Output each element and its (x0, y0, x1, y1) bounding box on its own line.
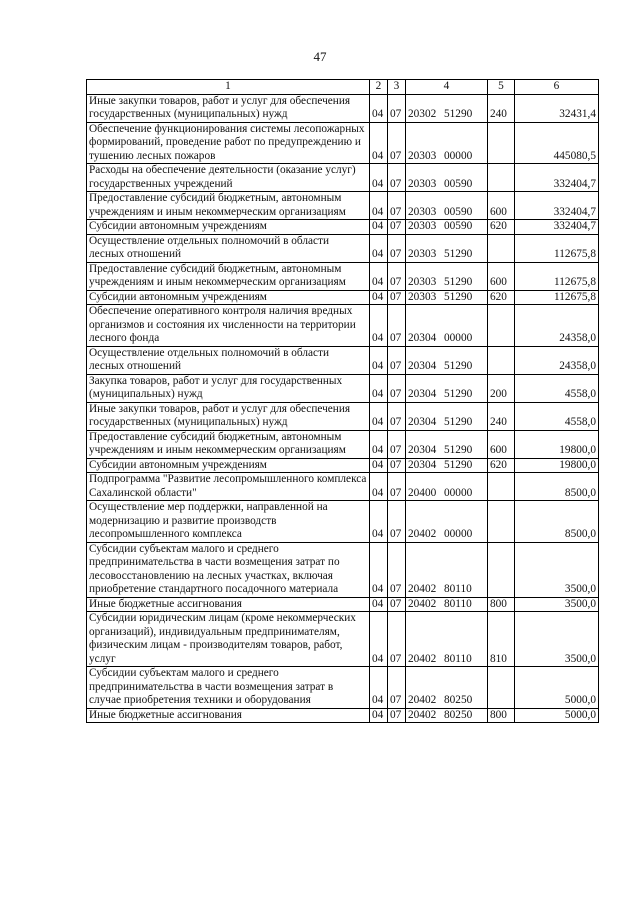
row-name-cell: Предоставление субсидий бюджетным, автономным учреждениям и иным некоммерческим организациям (87, 262, 370, 290)
target-article-direction-code: 80110 (444, 652, 472, 665)
row-name-cell: Осуществление отдельных полномочий в области лесных отношений (87, 234, 370, 262)
column-header: 1 (87, 80, 370, 95)
amount-cell: 24358,0 (515, 305, 599, 347)
target-article-direction-code: 00000 (444, 528, 473, 540)
expense-type-cell (488, 667, 515, 709)
target-article-program-code: 20304 (408, 388, 437, 400)
subsection-code-cell: 07 (388, 262, 406, 290)
section-code-cell: 04 (370, 262, 388, 290)
amount-cell: 112675,8 (515, 290, 599, 305)
target-article-direction-code: 51290 (444, 360, 473, 372)
table-row (87, 164, 599, 192)
row-name-cell: Расходы на обеспечение деятельности (оказание услуг) государственных учреждений (87, 164, 370, 192)
column-header: 5 (488, 80, 515, 95)
section-code-cell: 04 (370, 122, 388, 164)
subsection-code-cell: 07 (388, 220, 406, 235)
target-article-cell (406, 122, 488, 164)
section-code-cell: 04 (370, 473, 388, 501)
target-article-program-code: 20304 (408, 360, 437, 372)
target-article-cell (406, 94, 488, 122)
target-article-cell (406, 220, 488, 235)
subsection-code-cell: 07 (388, 192, 406, 220)
amount-cell: 3500,0 (515, 542, 599, 597)
target-article-direction-code: 51290 (444, 276, 473, 288)
target-article-cell (406, 262, 488, 290)
table-row (87, 667, 599, 709)
expense-type-cell: 620 (488, 220, 515, 235)
subsection-code-cell: 07 (388, 234, 406, 262)
expense-type-cell (488, 473, 515, 501)
expense-type-cell: 800 (488, 708, 515, 723)
amount-cell: 112675,8 (515, 234, 599, 262)
column-header: 3 (388, 80, 406, 95)
target-article-cell (406, 597, 488, 612)
expense-type-cell: 600 (488, 430, 515, 458)
section-code-cell: 04 (370, 374, 388, 402)
row-name-cell: Закупка товаров, работ и услуг для государственных (муниципальных) нужд (87, 374, 370, 402)
expense-type-cell (488, 305, 515, 347)
table-row (87, 458, 599, 473)
section-code-cell: 04 (370, 597, 388, 612)
row-name-cell: Субсидии субъектам малого и среднего предпринимательства в части возмещения затрат по лесовосстановлению на лесных участках, включая приобретение стандартного посадочного материала (87, 542, 370, 597)
target-article-cell (406, 501, 488, 543)
target-article-direction-code: 51290 (444, 108, 473, 120)
row-name-cell: Обеспечение оперативного контроля наличия вредных организмов и состояния их численности на территории лесного фонда (87, 305, 370, 347)
column-header: 6 (515, 80, 599, 95)
target-article-cell (406, 290, 488, 305)
target-article-program-code: 20402 (408, 652, 437, 665)
section-code-cell: 04 (370, 94, 388, 122)
target-article-cell (406, 234, 488, 262)
table-row (87, 612, 599, 667)
amount-cell: 445080,5 (515, 122, 599, 164)
section-code-cell: 04 (370, 542, 388, 597)
table-row (87, 234, 599, 262)
column-header: 4 (406, 80, 488, 95)
section-code-cell: 04 (370, 192, 388, 220)
amount-cell: 8500,0 (515, 501, 599, 543)
amount-cell: 112675,8 (515, 262, 599, 290)
target-article-program-code: 20303 (408, 220, 437, 232)
expense-type-cell (488, 346, 515, 374)
row-name-cell: Субсидии автономным учреждениям (87, 290, 370, 305)
expense-type-cell (488, 501, 515, 543)
table-row (87, 122, 599, 164)
target-article-direction-code: 80250 (444, 694, 473, 706)
table-row (87, 346, 599, 374)
target-article-direction-code: 00590 (444, 177, 473, 190)
subsection-code-cell: 07 (388, 122, 406, 164)
target-article-program-code: 20402 (408, 597, 437, 610)
expense-type-cell: 600 (488, 262, 515, 290)
row-name-cell: Осуществление отдельных полномочий в области лесных отношений (87, 346, 370, 374)
subsection-code-cell: 07 (388, 542, 406, 597)
section-code-cell: 04 (370, 346, 388, 374)
row-name-cell: Обеспечение функционирования системы лесопожарных формирований, проведение работ по предупреждению и тушению лесных пожаров (87, 122, 370, 164)
row-name-cell: Подпрограмма "Развитие лесопромышленного комплекса Сахалинской области" (87, 473, 370, 501)
amount-cell: 24358,0 (515, 346, 599, 374)
target-article-program-code: 20303 (408, 290, 437, 303)
table-row (87, 542, 599, 597)
target-article-cell (406, 542, 488, 597)
subsection-code-cell: 07 (388, 501, 406, 543)
target-article-cell (406, 612, 488, 667)
expense-type-cell: 600 (488, 192, 515, 220)
target-article-program-code: 20304 (408, 332, 437, 344)
table-row (87, 94, 599, 122)
target-article-program-code: 20303 (408, 149, 437, 162)
subsection-code-cell: 07 (388, 290, 406, 305)
table-body (87, 94, 599, 723)
target-article-direction-code: 51290 (444, 416, 473, 428)
row-name-cell: Иные закупки товаров, работ и услуг для обеспечения государственных (муниципальных) нужд (87, 94, 370, 122)
expense-type-cell (488, 542, 515, 597)
section-code-cell: 04 (370, 708, 388, 723)
target-article-direction-code: 51290 (444, 248, 473, 260)
amount-cell: 332404,7 (515, 164, 599, 192)
target-article-cell (406, 667, 488, 709)
table-row (87, 708, 599, 723)
expense-type-cell: 800 (488, 597, 515, 612)
expense-type-cell: 240 (488, 94, 515, 122)
target-article-direction-code: 51290 (444, 444, 473, 456)
row-name-cell: Осуществление мер поддержки, направленной на модернизацию и развитие производств лесопромышленного комплекса (87, 501, 370, 543)
subsection-code-cell: 07 (388, 430, 406, 458)
target-article-direction-code: 80110 (444, 583, 472, 595)
amount-cell: 4558,0 (515, 402, 599, 430)
section-code-cell: 04 (370, 667, 388, 709)
target-article-program-code: 20400 (408, 486, 437, 499)
amount-cell: 3500,0 (515, 612, 599, 667)
page-number: 47 (313, 49, 327, 64)
target-article-direction-code: 80250 (444, 708, 473, 721)
row-name-cell: Иные бюджетные ассигнования (87, 597, 370, 612)
target-article-cell (406, 473, 488, 501)
target-article-program-code: 20303 (408, 276, 437, 288)
target-article-program-code: 20402 (408, 694, 437, 706)
amount-cell: 332404,7 (515, 192, 599, 220)
expense-type-cell: 810 (488, 612, 515, 667)
amount-cell: 332404,7 (515, 220, 599, 235)
expense-type-cell (488, 234, 515, 262)
section-code-cell: 04 (370, 290, 388, 305)
target-article-direction-code: 00000 (444, 486, 473, 499)
section-code-cell: 04 (370, 501, 388, 543)
subsection-code-cell: 07 (388, 346, 406, 374)
section-code-cell: 04 (370, 402, 388, 430)
target-article-direction-code: 51290 (444, 458, 473, 471)
section-code-cell: 04 (370, 612, 388, 667)
target-article-program-code: 20402 (408, 528, 437, 540)
section-code-cell: 04 (370, 220, 388, 235)
target-article-program-code: 20402 (408, 708, 437, 721)
table-row (87, 192, 599, 220)
table-row (87, 305, 599, 347)
section-code-cell: 04 (370, 234, 388, 262)
table-row (87, 374, 599, 402)
expense-type-cell (488, 164, 515, 192)
subsection-code-cell: 07 (388, 402, 406, 430)
section-code-cell: 04 (370, 458, 388, 473)
subsection-code-cell: 07 (388, 473, 406, 501)
row-name-cell: Иные бюджетные ассигнования (87, 708, 370, 723)
budget-table (86, 79, 599, 723)
table-row (87, 402, 599, 430)
amount-cell: 19800,0 (515, 458, 599, 473)
row-name-cell: Предоставление субсидий бюджетным, автономным учреждениям и иным некоммерческим организациям (87, 192, 370, 220)
target-article-direction-code: 51290 (444, 388, 473, 400)
table-row (87, 262, 599, 290)
table-header-row (87, 80, 599, 95)
target-article-cell (406, 164, 488, 192)
amount-cell: 8500,0 (515, 473, 599, 501)
target-article-cell (406, 346, 488, 374)
target-article-direction-code: 00000 (444, 149, 473, 162)
row-name-cell: Субсидии автономным учреждениям (87, 220, 370, 235)
amount-cell: 4558,0 (515, 374, 599, 402)
table-row (87, 473, 599, 501)
target-article-cell (406, 458, 488, 473)
row-name-cell: Предоставление субсидий бюджетным, автономным учреждениям и иным некоммерческим организациям (87, 430, 370, 458)
subsection-code-cell: 07 (388, 708, 406, 723)
table-row (87, 501, 599, 543)
subsection-code-cell: 07 (388, 374, 406, 402)
table-row (87, 430, 599, 458)
target-article-cell (406, 305, 488, 347)
subsection-code-cell: 07 (388, 94, 406, 122)
amount-cell: 5000,0 (515, 708, 599, 723)
row-name-cell: Субсидии автономным учреждениям (87, 458, 370, 473)
target-article-direction-code: 00590 (444, 220, 473, 232)
subsection-code-cell: 07 (388, 667, 406, 709)
amount-cell: 32431,4 (515, 94, 599, 122)
target-article-cell (406, 402, 488, 430)
column-header: 2 (370, 80, 388, 95)
target-article-program-code: 20304 (408, 416, 437, 428)
expense-type-cell: 200 (488, 374, 515, 402)
target-article-direction-code: 80110 (444, 597, 472, 610)
target-article-direction-code: 51290 (444, 290, 473, 303)
target-article-program-code: 20302 (408, 108, 437, 120)
target-article-cell (406, 708, 488, 723)
target-article-cell (406, 374, 488, 402)
target-article-program-code: 20303 (408, 177, 437, 190)
target-article-cell (406, 430, 488, 458)
amount-cell: 19800,0 (515, 430, 599, 458)
row-name-cell: Субсидии субъектам малого и среднего предпринимательства в части возмещения затрат в случае приобретения техники и оборудования (87, 667, 370, 709)
target-article-program-code: 20303 (408, 205, 437, 218)
target-article-program-code: 20402 (408, 583, 437, 595)
subsection-code-cell: 07 (388, 305, 406, 347)
target-article-direction-code: 00590 (444, 205, 473, 218)
subsection-code-cell: 07 (388, 458, 406, 473)
expense-type-cell: 620 (488, 290, 515, 305)
table-row (87, 290, 599, 305)
target-article-program-code: 20304 (408, 458, 437, 471)
subsection-code-cell: 07 (388, 164, 406, 192)
subsection-code-cell: 07 (388, 612, 406, 667)
target-article-program-code: 20304 (408, 444, 437, 456)
table-row (87, 220, 599, 235)
target-article-direction-code: 00000 (444, 332, 473, 344)
row-name-cell: Иные закупки товаров, работ и услуг для обеспечения государственных (муниципальных) нужд (87, 402, 370, 430)
amount-cell: 5000,0 (515, 667, 599, 709)
expense-type-cell: 240 (488, 402, 515, 430)
table-row (87, 597, 599, 612)
expense-type-cell: 620 (488, 458, 515, 473)
section-code-cell: 04 (370, 164, 388, 192)
target-article-cell (406, 192, 488, 220)
row-name-cell: Субсидии юридическим лицам (кроме некоммерческих организаций), индивидуальным предпринимателям, физическим лицам - производителям товаров, работ, услуг (87, 612, 370, 667)
expense-type-cell (488, 122, 515, 164)
section-code-cell: 04 (370, 305, 388, 347)
section-code-cell: 04 (370, 430, 388, 458)
target-article-program-code: 20303 (408, 248, 437, 260)
amount-cell: 3500,0 (515, 597, 599, 612)
subsection-code-cell: 07 (388, 597, 406, 612)
